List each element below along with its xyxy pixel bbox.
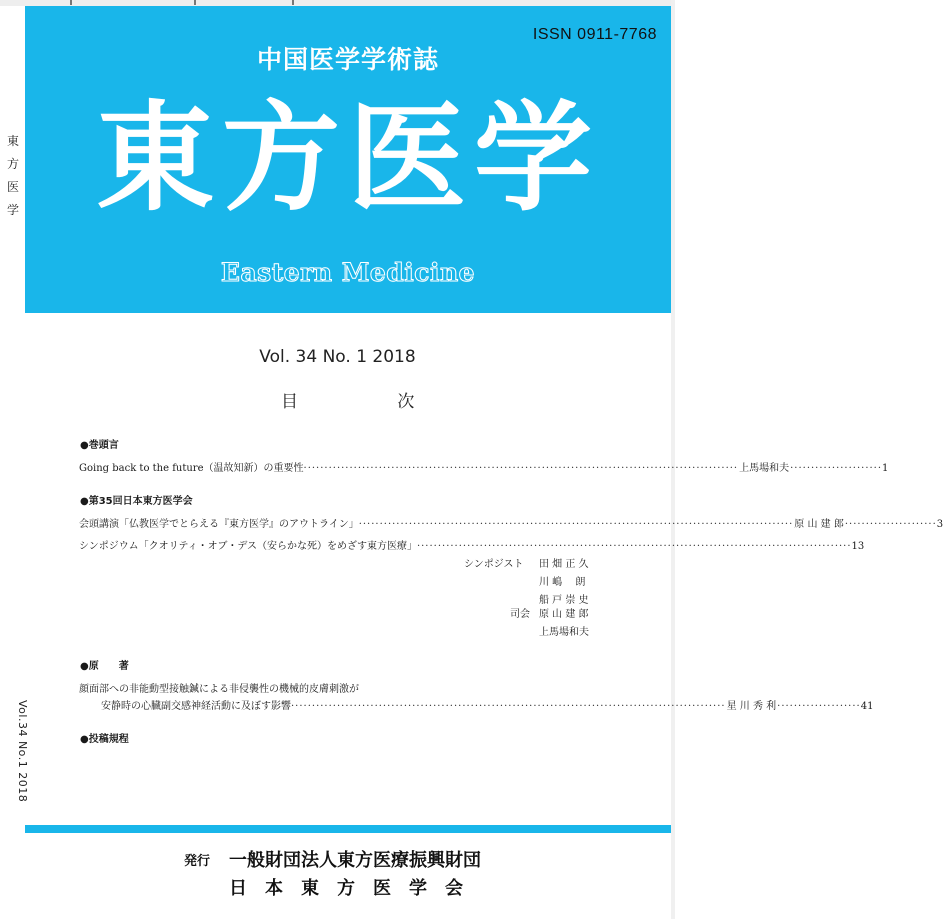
spine-char: 東 <box>6 134 19 148</box>
entry-title: 会頭講演「仏教医学でとらえる『東方医学』のアウトライン」 <box>79 519 359 530</box>
chair-role: 司会 <box>510 609 530 620</box>
english-title: Eastern Medicine <box>220 258 476 287</box>
leader-dots: ········································································································ <box>303 463 739 474</box>
entry-title: Going back to the future（温故知新）の重要性 <box>79 463 304 474</box>
spine-char: 方 <box>6 157 19 171</box>
leader-dots: ········································································································ <box>358 519 794 530</box>
entry-title: 安静時の心臓副交感神経活動に及ぼす影響 <box>101 701 291 712</box>
edge-tick <box>292 0 294 5</box>
edge-tick <box>194 0 196 5</box>
leader-dots: ······················ <box>790 463 883 474</box>
publisher-name: 一般財団法人東方医療振興財団 <box>229 850 481 871</box>
spine-volume: Vol.34 No.1 2018 <box>16 700 29 803</box>
spine-char: 学 <box>6 203 19 217</box>
section-heading: ●第35回日本東方医学会 <box>80 496 193 507</box>
entry-page: 3 <box>936 519 943 530</box>
chair-name: 原 山 建 郎 <box>539 609 589 620</box>
page-edge <box>671 0 675 919</box>
toc-heading <box>281 387 414 412</box>
entry-page: 13 <box>851 541 865 552</box>
toc-entry[interactable] <box>79 537 865 552</box>
cover-banner <box>25 6 671 313</box>
toc-entry[interactable] <box>79 515 943 530</box>
leader-dots: ···················· <box>777 701 861 712</box>
entry-author: 原 山 建 郎 <box>794 519 844 530</box>
toc-heading-char: 次 <box>397 392 415 412</box>
volume-info: Vol. 34 No. 1 2018 <box>259 347 416 367</box>
symposist-name: 船 戸 崇 史 <box>539 595 589 606</box>
society-name: 日 本 東 方 医 学 会 <box>229 878 463 899</box>
entry-title-line: 顔面部への非能動型接触鍼による非侵襲性の機械的皮膚刺激が <box>79 684 359 695</box>
section-heading: ●投稿規程 <box>80 734 129 745</box>
edge-tick <box>70 0 72 5</box>
journal-subtitle: 中国医学学術誌 <box>256 45 439 74</box>
section-heading: ●巻頭言 <box>80 440 119 451</box>
toc-heading-char: 目 <box>281 392 298 412</box>
footer-bar <box>25 825 671 833</box>
toc-entry[interactable] <box>101 697 874 712</box>
entry-title: シンポジウム「クオリティ・オブ・デス（安らかな死）をめざす東方医療」 <box>79 541 417 552</box>
toc-entry[interactable] <box>79 459 889 474</box>
journal-title: 東方医学 <box>95 88 600 227</box>
entry-author: 上馬場和夫 <box>739 463 790 474</box>
symposist-role: シンポジスト <box>464 559 524 570</box>
spine-char: 医 <box>6 180 19 194</box>
issn: ISSN 0911-7768 <box>532 26 657 43</box>
symposist-name: 川 嶋 朗 <box>539 577 586 588</box>
entry-author: 星 川 秀 利 <box>726 701 777 712</box>
section-heading: ●原 著 <box>80 661 129 672</box>
chair-name: 上馬場和夫 <box>539 627 589 638</box>
spine-title <box>6 130 20 222</box>
publisher-label: 発行 <box>184 854 211 869</box>
leader-dots: ········································································································ <box>416 541 852 552</box>
leader-dots: ······················ <box>844 519 937 530</box>
symposist-name: 田 畑 正 久 <box>539 559 589 570</box>
leader-dots: ········································································································ <box>291 701 726 712</box>
entry-page: 1 <box>882 463 889 474</box>
entry-page: 41 <box>860 701 874 712</box>
